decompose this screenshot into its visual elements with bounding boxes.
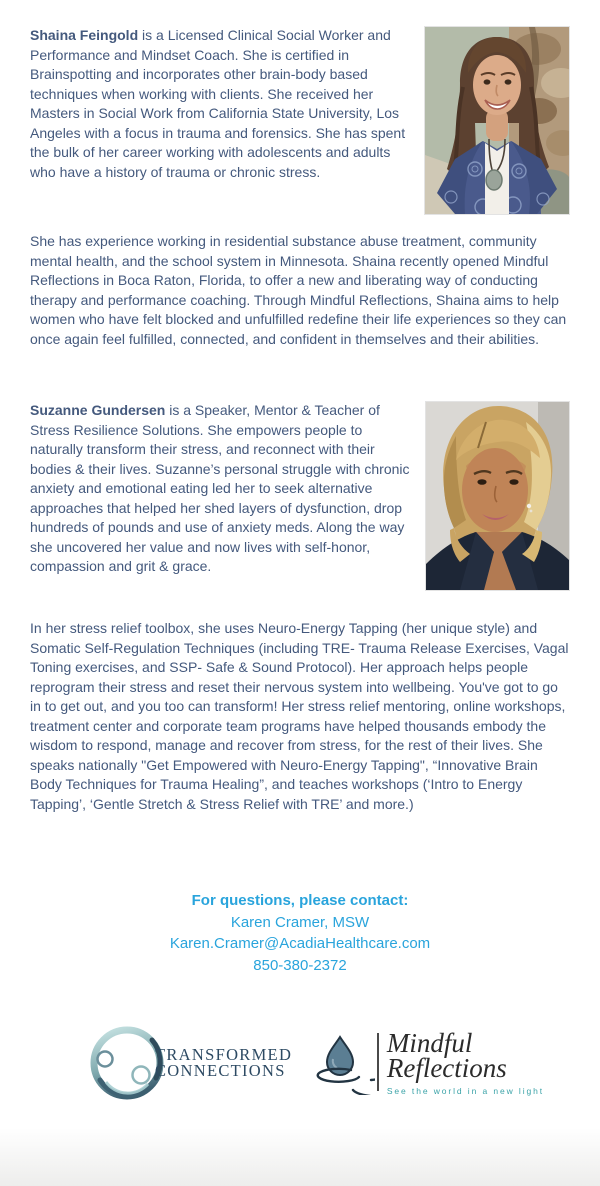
water-drop-ripples-icon (301, 1031, 375, 1095)
mr-line2: Reflections (386, 1052, 507, 1083)
contact-heading: For questions, please contact: (191, 892, 409, 909)
tc-line1: TRANSFORMED (155, 1045, 293, 1064)
bio-intro-suzanne (30, 401, 418, 577)
contact-phone-link[interactable]: 850-380-2372 (253, 956, 347, 974)
photo-suzanne-portrait (425, 401, 570, 591)
bio-section-shaina (30, 26, 570, 349)
tc-line2: CONNECTIONS (155, 1061, 286, 1080)
transformed-connections-wordmark (155, 1047, 292, 1079)
bio-section-suzanne (30, 401, 570, 814)
bio-paragraph2-suzanne: In her stress relief toolbox, she uses Neuro-Energy Tapping (her unique style) and Somatic Self-Regulation Techniques (including TRE- Trauma Release Exercises, Vagal Toning exercises, and SSP- Safe & Sound Protocol). Her approach helps people reprogram their stress and reset their nervous system into wellbeing. You've got to go in to get out, and you too can transform! Her stress relief mentoring, online workshops, treatment center and corporate team programs have helped thousands embody the wisdom to respond, manage and recover from stress, for the rest of their lives. She speaks nationally "Get Empowered with Neuro-Energy Tapping", “Innovative Brain Body Techniques for Trauma Healing”, and teaches workshops (‘Intro to Energy Tapping’, ‘Gentle Stretch & Stress Relief with TRE’ and more.) (30, 620, 569, 812)
bio-intro-shaina (30, 26, 418, 182)
logo-divider-line (377, 1033, 379, 1091)
bio-intro-text-shaina: is a Licensed Clinical Social Worker and Performance and Mindset Coach. She is certified in Brainspotting and incorporates other brain-body based techniques when working with clients. She received her Masters in Social Work from California State University, Los Angeles with a focus in trauma and forensics. She has spent the bulk of her career working with adolescents and adults who have a history of trauma or chronic stress. (30, 27, 406, 180)
contact-block (30, 890, 570, 976)
contact-email-link[interactable]: Karen.Cramer@AcadiaHealthcare.com (169, 935, 431, 952)
suzanne-portrait-illustration (426, 402, 569, 590)
transformed-connections-logo (86, 1022, 292, 1104)
bio-paragraph2-shaina: She has experience working in residential substance abuse treatment, community mental health, and the school system in Minnesota. Shaina recently opened Mindful Reflections in Boca Raton, Florida, to offer a new and liberating way of conducting therapy and performance coaching. Through Mindful Reflections, Shaina aims to help women who have felt blocked and unfulfilled redefine their life experiences so they can once again feel fulfilled, connected, and confident in themselves and their abilities. (30, 233, 567, 347)
bio-name-suzanne: Suzanne Gundersen (30, 402, 166, 418)
mindful-reflections-wordmark (386, 1027, 544, 1096)
bio-row-suzanne (30, 401, 570, 591)
mr-tagline: See the world in a new light (386, 1085, 544, 1096)
shaina-portrait-illustration (425, 27, 569, 214)
mindful-reflections-logo (301, 1027, 544, 1096)
bio-intro-text-suzanne: is a Speaker, Mentor & Teacher of Stress Resilience Solutions. She empowers people to naturally transform their stress, and reconnect with their bodies & their lives. Suzanne’s personal struggle with chronic anxiety and emotional eating led her to seek alternative approaches that helped her shed layers of dysfunction, drop hundreds of pounds and use of anxiety meds. Along the way she uncovered her value and now lives with self-honor, compassion and grit & grace. (30, 402, 410, 574)
bio-row-shaina (30, 26, 570, 215)
contact-name: Karen Cramer, MSW (230, 913, 370, 931)
bio-name-shaina: Shaina Feingold (30, 27, 139, 43)
mr-line1: Mindful (386, 1027, 473, 1058)
logos-footer (30, 1022, 570, 1104)
photo-shaina-portrait (424, 26, 570, 215)
